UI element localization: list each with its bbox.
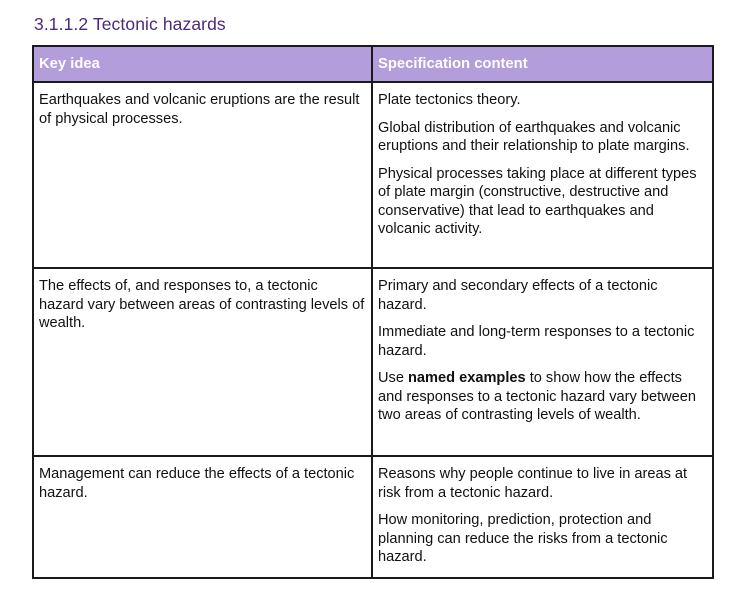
key-idea-text: Earthquakes and volcanic eruptions are the result of physical processes. [39, 92, 360, 127]
table-row [33, 456, 713, 578]
table-row [33, 268, 713, 456]
spec-content-cell [372, 82, 713, 268]
key-idea-cell [33, 456, 372, 578]
example-prefix: Use [378, 370, 409, 386]
key-idea-text: The effects of, and responses to, a tectonic hazard vary between areas of contrasting levels of wealth. [39, 278, 365, 331]
spec-content-cell [372, 456, 713, 578]
example-suffix: to show how the effects and responses to a tectonic hazard vary between two areas of contrasting levels of wealth. [378, 370, 697, 423]
spec-table [32, 45, 714, 579]
spec-content-cell [372, 268, 713, 456]
key-idea-cell [33, 268, 372, 456]
spec-point-example [378, 369, 707, 425]
spec-point: Global distribution of earthquakes and volcanic eruptions and their relationship to plate margins. [378, 119, 690, 154]
spec-point: Immediate and long-term responses to a tectonic hazard. [378, 324, 695, 359]
named-examples-bold: named examples [408, 370, 526, 386]
spec-point: Plate tectonics theory. [378, 92, 521, 108]
spec-point: How monitoring, prediction, protection and planning can reduce the risks from a tectonic hazard. [378, 512, 668, 565]
section-title: 3.1.1.2 Tectonic hazards [34, 14, 226, 34]
header-spec-content: Specification content [372, 46, 713, 82]
key-idea-cell [33, 82, 372, 268]
spec-point: Physical processes taking place at different types of plate margin (constructive, destructive and conservative) that lead to earthquakes and volcanic activity. [378, 165, 697, 237]
header-key-idea: Key idea [33, 46, 372, 82]
table-row [33, 82, 713, 268]
spec-point: Primary and secondary effects of a tectonic hazard. [378, 278, 658, 313]
table-header-row [33, 46, 713, 82]
spec-point: Reasons why people continue to live in areas at risk from a tectonic hazard. [378, 466, 688, 501]
key-idea-text: Management can reduce the effects of a tectonic hazard. [39, 466, 355, 501]
